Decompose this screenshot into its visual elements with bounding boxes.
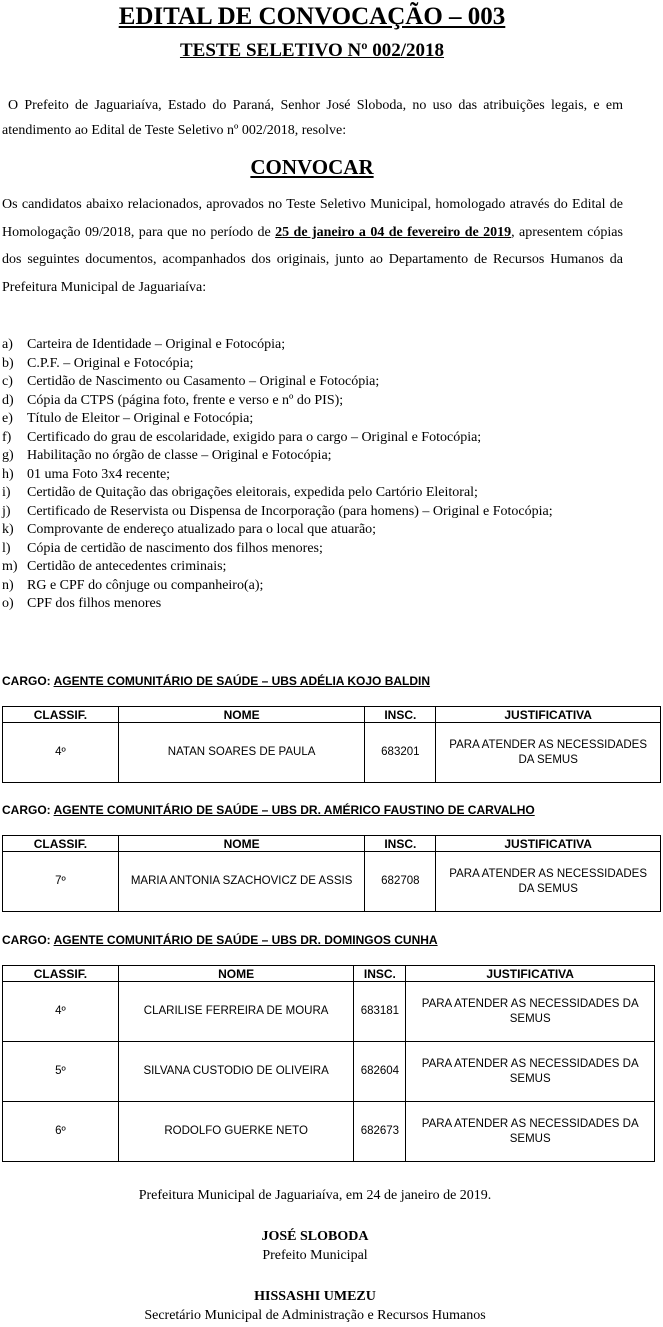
list-item bbox=[2, 429, 626, 448]
list-letter: h) bbox=[2, 466, 14, 482]
column-header: CLASSIF. bbox=[3, 707, 119, 723]
cargo-name: AGENTE COMUNITÁRIO DE SAÚDE – UBS DR. AMÉRICO FAUSTINO DE CARVALHO bbox=[53, 803, 535, 817]
list-item bbox=[2, 521, 626, 540]
insc-cell: 682708 bbox=[365, 852, 436, 912]
cargo-prefix: CARGO: bbox=[2, 674, 51, 688]
list-item bbox=[2, 336, 626, 355]
table-header-row bbox=[3, 707, 661, 723]
body-text-before: Os candidatos abaixo relacionados, aprovados no Teste Seletivo Municipal, homologado através do Edital de Homologação 09/2018, para que no período de bbox=[2, 197, 623, 240]
cargo-name: AGENTE COMUNITÁRIO DE SAÚDE – UBS ADÉLIA KOJO BALDIN bbox=[53, 674, 431, 688]
list-item bbox=[2, 540, 626, 559]
list-text: Certificado de Reservista ou Dispensa de Incorporação (para homens) – Original e Fotocópia; bbox=[27, 503, 553, 519]
column-header: INSC. bbox=[365, 707, 436, 723]
classif-cell: 7º bbox=[3, 852, 119, 912]
list-letter: c) bbox=[2, 374, 13, 389]
list-text: Título de Eleitor – Original e Fotocópia; bbox=[27, 411, 254, 426]
list-letter: n) bbox=[2, 577, 14, 593]
list-text: C.P.F. – Original e Fotocópia; bbox=[27, 355, 194, 371]
list-item bbox=[2, 577, 626, 596]
signer-name: JOSÉ SLOBODA bbox=[261, 1229, 369, 1244]
documents-list bbox=[2, 336, 626, 614]
list-letter: j) bbox=[2, 503, 11, 519]
list-item bbox=[2, 410, 626, 429]
list-letter: d) bbox=[2, 392, 14, 408]
cargo-heading bbox=[2, 673, 430, 689]
table-row bbox=[3, 723, 661, 783]
list-item bbox=[2, 355, 626, 374]
column-header: NOME bbox=[118, 836, 365, 852]
column-header: JUSTIFICATIVA bbox=[406, 966, 655, 982]
table-row bbox=[3, 982, 655, 1042]
classif-cell: 4º bbox=[3, 723, 119, 783]
classif-cell: 5º bbox=[3, 1042, 119, 1102]
nome-cell: NATAN SOARES DE PAULA bbox=[118, 723, 365, 783]
justificativa-cell: PARA ATENDER AS NECESSIDADES DA SEMUS bbox=[436, 852, 661, 912]
list-letter: m) bbox=[2, 559, 18, 574]
list-letter: o) bbox=[2, 596, 14, 611]
list-letter: k) bbox=[2, 522, 14, 537]
insc-cell: 682604 bbox=[354, 1042, 406, 1102]
cargo-name: AGENTE COMUNITÁRIO DE SAÚDE – UBS DR. DOMINGOS CUNHA bbox=[53, 933, 438, 947]
list-item bbox=[2, 484, 626, 503]
list-item bbox=[2, 392, 626, 411]
insc-cell: 683181 bbox=[354, 982, 406, 1042]
list-letter: i) bbox=[2, 485, 11, 500]
column-header: INSC. bbox=[354, 966, 406, 982]
signer-role: Prefeito Municipal bbox=[262, 1248, 368, 1263]
list-text: RG e CPF do cônjuge ou companheiro(a); bbox=[27, 577, 264, 593]
list-item bbox=[2, 466, 626, 485]
document-title: EDITAL DE CONVOCAÇÃO – 003 bbox=[118, 3, 506, 30]
list-letter: b) bbox=[2, 355, 14, 371]
column-header: JUSTIFICATIVA bbox=[436, 707, 661, 723]
column-header: JUSTIFICATIVA bbox=[436, 836, 661, 852]
list-letter: f) bbox=[2, 429, 12, 445]
list-text: Certidão de Quitação das obrigações eleitorais, expedida pelo Cartório Eleitoral; bbox=[27, 485, 478, 500]
list-text: Comprovante de endereço atualizado para o local que atuarão; bbox=[27, 522, 377, 537]
table-header-row bbox=[3, 966, 655, 982]
nome-cell: RODOLFO GUERKE NETO bbox=[118, 1102, 354, 1162]
list-text: Cópia de certidão de nascimento dos filhos menores; bbox=[27, 540, 323, 556]
list-text: Certidão de antecedentes criminais; bbox=[27, 559, 227, 574]
intro-paragraph: O Prefeito de Jaguariaíva, Estado do Paraná, Senhor José Sloboda, no uso das atribuições legais, e em atendimento ao Edital de Teste Seletivo nº 002/2018, resolve: bbox=[2, 98, 623, 138]
signer-role: Secretário Municipal de Administração e Recursos Humanos bbox=[144, 1308, 486, 1323]
classif-cell: 6º bbox=[3, 1102, 119, 1162]
convocar-heading: CONVOCAR bbox=[250, 155, 374, 179]
list-text: 01 uma Foto 3x4 recente; bbox=[27, 466, 171, 482]
list-item bbox=[2, 595, 626, 614]
justificativa-cell: PARA ATENDER AS NECESSIDADES DA SEMUS bbox=[406, 982, 655, 1042]
list-letter: g) bbox=[2, 448, 14, 463]
deadline-period: 25 de janeiro a 04 de fevereiro de 2019 bbox=[275, 224, 512, 240]
classif-cell: 4º bbox=[3, 982, 119, 1042]
list-letter: a) bbox=[2, 337, 13, 352]
list-item bbox=[2, 447, 626, 466]
insc-cell: 683201 bbox=[365, 723, 436, 783]
body-text-after: , apresentem cópias dos seguintes documentos, acompanhados dos originais, junto ao Departamento de Recursos Humanos da Prefeitura Municipal de Jaguariaíva: bbox=[2, 224, 623, 295]
body-paragraph bbox=[2, 191, 623, 301]
candidates-table bbox=[2, 706, 661, 783]
table-header-row bbox=[3, 836, 661, 852]
nome-cell: SILVANA CUSTODIO DE OLIVEIRA bbox=[118, 1042, 354, 1102]
column-header: NOME bbox=[118, 966, 354, 982]
list-text: Cópia da CTPS (página foto, frente e verso e nº do PIS); bbox=[27, 392, 344, 408]
table-row bbox=[3, 852, 661, 912]
cargo-prefix: CARGO: bbox=[2, 803, 51, 817]
list-letter: e) bbox=[2, 411, 13, 426]
date-line: Prefeitura Municipal de Jaguariaíva, em 24 de janeiro de 2019. bbox=[138, 1188, 492, 1203]
table-row bbox=[3, 1042, 655, 1102]
list-text: Carteira de Identidade – Original e Fotocópia; bbox=[27, 337, 286, 352]
nome-cell: MARIA ANTONIA SZACHOVICZ DE ASSIS bbox=[118, 852, 365, 912]
column-header: INSC. bbox=[365, 836, 436, 852]
insc-cell: 682673 bbox=[354, 1102, 406, 1162]
signer-name: HISSASHI UMEZU bbox=[254, 1289, 376, 1304]
nome-cell: CLARILISE FERREIRA DE MOURA bbox=[118, 982, 354, 1042]
table-row bbox=[3, 1102, 655, 1162]
justificativa-cell: PARA ATENDER AS NECESSIDADES DA SEMUS bbox=[436, 723, 661, 783]
candidates-table bbox=[2, 965, 655, 1162]
list-text: Certificado do grau de escolaridade, exigido para o cargo – Original e Fotocópia; bbox=[27, 429, 482, 445]
justificativa-cell: PARA ATENDER AS NECESSIDADES DA SEMUS bbox=[406, 1102, 655, 1162]
list-item bbox=[2, 373, 626, 392]
justificativa-cell: PARA ATENDER AS NECESSIDADES DA SEMUS bbox=[406, 1042, 655, 1102]
list-text: CPF dos filhos menores bbox=[27, 596, 162, 611]
column-header: CLASSIF. bbox=[3, 836, 119, 852]
list-item bbox=[2, 503, 626, 522]
list-text: Certidão de Nascimento ou Casamento – Original e Fotocópia; bbox=[27, 374, 380, 389]
document-subtitle: TESTE SELETIVO Nº 002/2018 bbox=[179, 40, 445, 61]
candidates-table bbox=[2, 835, 661, 912]
list-text: Habilitação no órgão de classe – Original e Fotocópia; bbox=[27, 448, 332, 463]
column-header: NOME bbox=[118, 707, 365, 723]
list-item bbox=[2, 558, 626, 577]
column-header: CLASSIF. bbox=[3, 966, 119, 982]
list-letter: l) bbox=[2, 540, 11, 556]
cargo-heading bbox=[2, 932, 438, 948]
cargo-heading bbox=[2, 802, 535, 818]
cargo-prefix: CARGO: bbox=[2, 933, 51, 947]
